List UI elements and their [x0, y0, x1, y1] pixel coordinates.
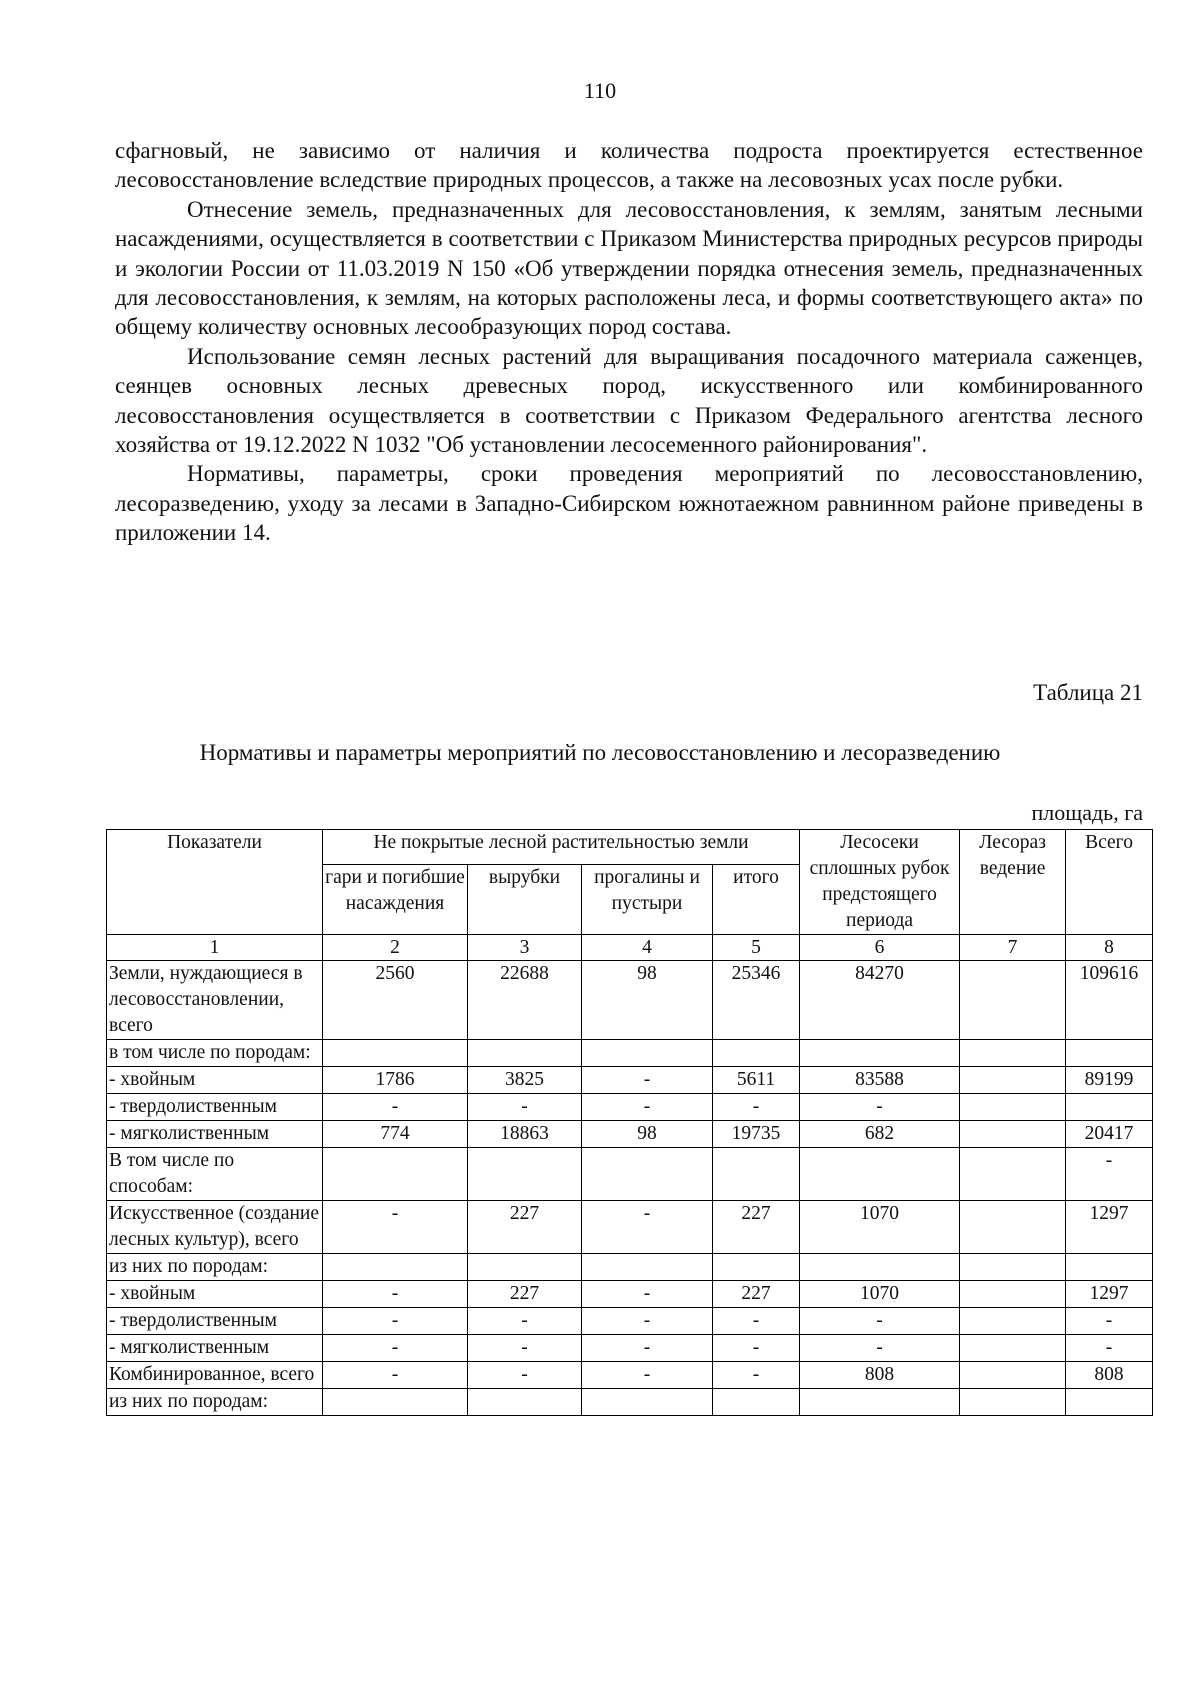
unit-label: площадь, га [1031, 800, 1143, 825]
table-cell [468, 1040, 582, 1067]
table-cell [960, 1040, 1066, 1067]
header-cuttings: вырубки [468, 865, 582, 935]
table-cell: 1070 [800, 1281, 960, 1308]
table-cell [800, 1254, 960, 1281]
table-cell [713, 1040, 800, 1067]
table-row [107, 1389, 1153, 1416]
table-row [107, 1281, 1153, 1308]
table-cell [960, 1254, 1066, 1281]
table-row [107, 1362, 1153, 1389]
table-body [107, 961, 1153, 1416]
table-cell: - [582, 1094, 713, 1121]
column-number: 3 [468, 935, 582, 961]
column-number: 7 [960, 935, 1066, 961]
table-cell: - [582, 1281, 713, 1308]
row-label: - мягколиственным [107, 1335, 323, 1362]
table-cell [960, 1281, 1066, 1308]
table-cell: - [582, 1067, 713, 1094]
table-row [107, 961, 1153, 1040]
table-cell [713, 1254, 800, 1281]
data-table [106, 829, 1153, 1416]
table-cell: - [713, 1308, 800, 1335]
table-cell: - [582, 1335, 713, 1362]
table-cell: 227 [468, 1201, 582, 1254]
table-cell: - [800, 1308, 960, 1335]
table-cell [582, 1254, 713, 1281]
row-label: В том числе по способам: [107, 1148, 323, 1201]
row-label: - мягколиственным [107, 1121, 323, 1148]
table-cell: 1297 [1066, 1201, 1153, 1254]
table-title: Нормативы и параметры мероприятий по лесовосстановлению и лесоразведению [199, 740, 1001, 765]
table-cell: - [323, 1362, 468, 1389]
table-cell: - [1066, 1148, 1153, 1201]
table-cell: - [582, 1362, 713, 1389]
header-indicators: Показатели [107, 830, 323, 935]
table-cell: 3825 [468, 1067, 582, 1094]
table-cell: - [323, 1335, 468, 1362]
table-cell [1066, 1040, 1153, 1067]
table-cell [960, 1148, 1066, 1201]
row-label: Искусственное (создание лесных культур), всего [107, 1201, 323, 1254]
table-row [107, 1201, 1153, 1254]
table-cell: 808 [800, 1362, 960, 1389]
header-afforestation: Лесораз ведение [960, 830, 1066, 935]
column-number: 1 [107, 935, 323, 961]
table-cell: 22688 [468, 961, 582, 1040]
table-cell: 1297 [1066, 1281, 1153, 1308]
table-cell: - [468, 1335, 582, 1362]
table-cell [960, 1067, 1066, 1094]
row-label: - хвойным [107, 1281, 323, 1308]
table-cell: 1070 [800, 1201, 960, 1254]
table-cell [323, 1254, 468, 1281]
table-cell: 682 [800, 1121, 960, 1148]
table-cell [960, 1201, 1066, 1254]
header-subtotal: итого [713, 865, 800, 935]
table-cell [323, 1040, 468, 1067]
column-number: 2 [323, 935, 468, 961]
table-cell [960, 1094, 1066, 1121]
table-row [107, 1067, 1153, 1094]
table-row [107, 1335, 1153, 1362]
table-cell: - [1066, 1308, 1153, 1335]
table-row [107, 1040, 1153, 1067]
header-uncovered-group: Не покрытые лесной растительностью земли [323, 830, 800, 865]
table-row [107, 1308, 1153, 1335]
table-cell: 227 [713, 1281, 800, 1308]
paragraph-4: Нормативы, параметры, сроки проведения мероприятий по лесовосстановлению, лесоразведению, уходу за лесами в Западно-Сибирском южнотаежном равнинном районе приведены в приложении 14. [115, 461, 1143, 546]
table-cell [800, 1040, 960, 1067]
table-cell: - [800, 1335, 960, 1362]
column-numbers-row [107, 935, 1153, 961]
column-number: 5 [713, 935, 800, 961]
table-cell [1066, 1094, 1153, 1121]
table-cell: 20417 [1066, 1121, 1153, 1148]
table-cell: - [582, 1308, 713, 1335]
paragraph-1: сфагновый, не зависимо от наличия и количества подроста проектируется естественное лесовосстановление вследствие природных процессов, а также на лесовозных усах после рубки. [115, 138, 1143, 193]
table-cell: - [323, 1281, 468, 1308]
table-cell: - [582, 1201, 713, 1254]
table-cell [582, 1389, 713, 1416]
paragraph-2: Отнесение земель, предназначенных для лесовосстановления, к землям, занятым лесными насаждениями, осуществляется в соответствии с Приказом Министерства природных ресурсов природы и экологии России от 11.03.2019 N 150 «Об утверждении порядка отнесения земель, предназначенных для лесовосстановления, к землям, на которых расположены леса, и формы соответствующего акта» по общему количеству основных лесообразующих пород состава. [115, 196, 1143, 340]
table-cell: - [468, 1362, 582, 1389]
table-cell [960, 961, 1066, 1040]
table-cell [468, 1148, 582, 1201]
header-glades: прогалины и пустыри [582, 865, 713, 935]
table-cell: 2560 [323, 961, 468, 1040]
table-cell: 5611 [713, 1067, 800, 1094]
row-label: из них по породам: [107, 1254, 323, 1281]
paragraph-3: Использование семян лесных растений для выращивания посадочного материала саженцев, сеянцев основных лесных древесных пород, искусственного или комбинированного лесовосстановления осуществляется в соответствии с Приказом Федерального агентства лесного хозяйства от 19.12.2022 N 1032 "Об установлении лесосеменного районирования". [115, 343, 1143, 458]
table-cell [960, 1121, 1066, 1148]
page-number: 110 [583, 78, 617, 103]
table-cell: - [468, 1094, 582, 1121]
column-number: 4 [582, 935, 713, 961]
table-cell: 227 [468, 1281, 582, 1308]
table-cell [323, 1148, 468, 1201]
table-label: Таблица 21 [1033, 680, 1143, 705]
table-cell: - [713, 1094, 800, 1121]
table-cell: 84270 [800, 961, 960, 1040]
table-cell [960, 1389, 1066, 1416]
table-cell: 25346 [713, 961, 800, 1040]
body-text [115, 136, 1143, 548]
table-cell [1066, 1389, 1153, 1416]
table-cell: 109616 [1066, 961, 1153, 1040]
table-cell: 98 [582, 961, 713, 1040]
table-cell: - [800, 1094, 960, 1121]
table-cell [468, 1254, 582, 1281]
column-number: 8 [1066, 935, 1153, 961]
table-cell: 774 [323, 1121, 468, 1148]
table-cell [713, 1148, 800, 1201]
table-row [107, 1121, 1153, 1148]
column-number: 6 [800, 935, 960, 961]
table-cell [960, 1308, 1066, 1335]
table-cell [1066, 1254, 1153, 1281]
header-total: Всего [1066, 830, 1153, 935]
table-cell: 98 [582, 1121, 713, 1148]
row-label: - твердолиственным [107, 1094, 323, 1121]
table-cell: - [323, 1201, 468, 1254]
table-cell: 227 [713, 1201, 800, 1254]
table-cell: - [713, 1362, 800, 1389]
table-cell [582, 1148, 713, 1201]
header-burned: гари и погибшие насаждения [323, 865, 468, 935]
table-cell: 1786 [323, 1067, 468, 1094]
table-cell [800, 1148, 960, 1201]
table-cell: - [323, 1094, 468, 1121]
row-label: Земли, нуждающиеся в лесовосстановлении, всего [107, 961, 323, 1040]
row-label: Комбинированное, всего [107, 1362, 323, 1389]
row-label: из них по породам: [107, 1389, 323, 1416]
table-cell: 18863 [468, 1121, 582, 1148]
row-label: - твердолиственным [107, 1308, 323, 1335]
row-label: - хвойным [107, 1067, 323, 1094]
table-cell [713, 1389, 800, 1416]
table-cell: - [468, 1308, 582, 1335]
table-cell: 808 [1066, 1362, 1153, 1389]
table-row [107, 1094, 1153, 1121]
table-cell: - [323, 1308, 468, 1335]
table-cell: 19735 [713, 1121, 800, 1148]
table-cell: 89199 [1066, 1067, 1153, 1094]
table-row [107, 1254, 1153, 1281]
row-label: в том числе по породам: [107, 1040, 323, 1067]
table-row [107, 1148, 1153, 1201]
table-cell [468, 1389, 582, 1416]
table-cell: - [1066, 1335, 1153, 1362]
table-cell: 83588 [800, 1067, 960, 1094]
header-clearcut-areas: Лесосеки сплошных рубок предстоящего периода [800, 830, 960, 935]
table-cell: - [713, 1335, 800, 1362]
table-cell [960, 1335, 1066, 1362]
table-cell [800, 1389, 960, 1416]
table-cell [582, 1040, 713, 1067]
table-cell [960, 1362, 1066, 1389]
table-cell [323, 1389, 468, 1416]
